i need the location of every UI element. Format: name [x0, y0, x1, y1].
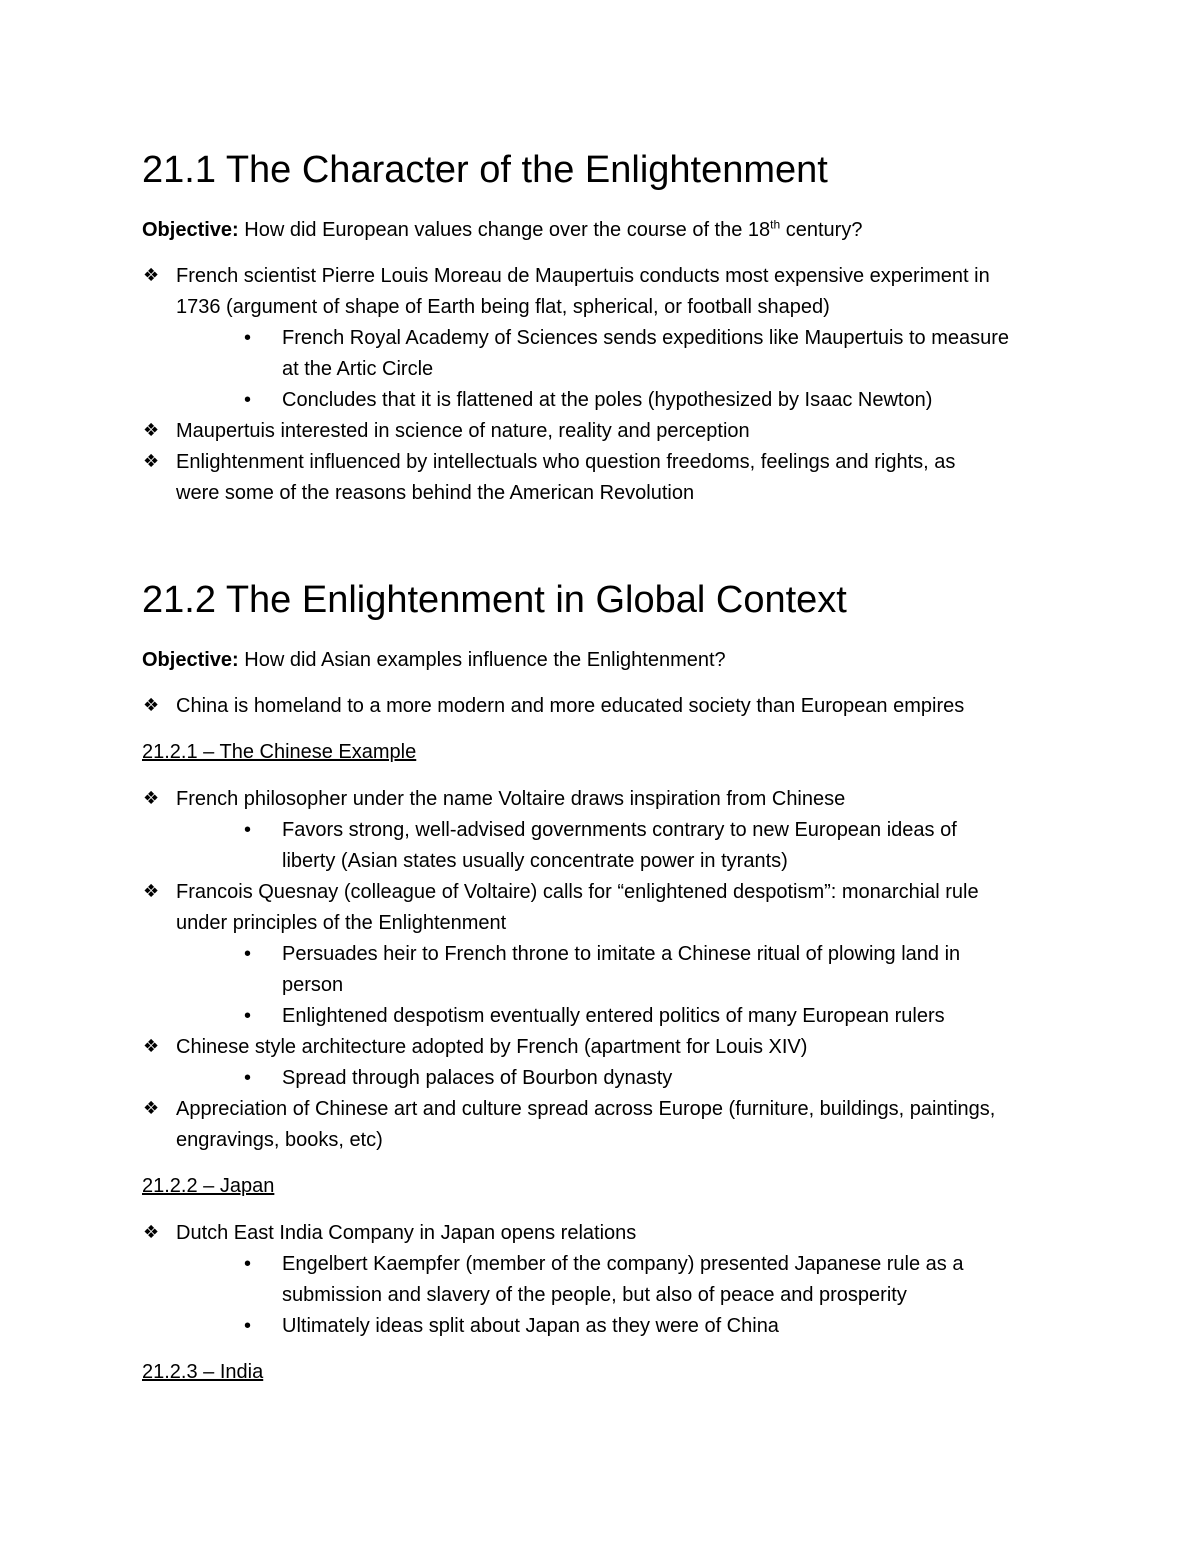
section-title: 21.1 The Character of the Enlightenment [142, 149, 828, 191]
list-item: Concludes that it is flattened at the poles (hypothesized by Isaac Newton) [282, 389, 933, 411]
objective-label: Objective: [142, 219, 239, 241]
list-item: Enlightened despotism eventually entered politics of many European rulers [282, 1005, 945, 1027]
dot-bullet-icon: • [244, 1005, 252, 1027]
list-item: French Royal Academy of Sciences sends expeditions like Maupertuis to measure [282, 327, 1010, 349]
list-item: Spread through palaces of Bourbon dynasty [282, 1067, 673, 1089]
diamond-bullet-icon: ❖ [143, 881, 160, 902]
list-item-continuation: submission and slavery of the people, but also of peace and prosperity [282, 1284, 907, 1306]
list-item: China is homeland to a more modern and more educated society than European empires [176, 695, 965, 717]
diamond-bullet-icon: ❖ [143, 451, 160, 472]
list-item-continuation: were some of the reasons behind the American Revolution [176, 482, 695, 504]
dot-bullet-icon: • [244, 1067, 252, 1089]
list-item: Francois Quesnay (colleague of Voltaire) calls for “enlightened despotism”: monarchial rule [176, 881, 979, 903]
diamond-bullet-icon: ❖ [143, 420, 160, 441]
dot-bullet-icon: • [244, 389, 252, 411]
diamond-bullet-icon: ❖ [143, 1098, 160, 1119]
list-item: Dutch East India Company in Japan opens relations [176, 1222, 637, 1244]
diamond-bullet-icon: ❖ [143, 788, 160, 809]
list-item-continuation: person [282, 974, 344, 996]
subsection-heading: 21.2.1 – The Chinese Example [142, 741, 417, 763]
objective-text: How did European values change over the course of the 18 [244, 219, 771, 241]
objective-line [142, 217, 862, 243]
subsection-heading: 21.2.2 – Japan [142, 1175, 275, 1197]
list-item: Chinese style architecture adopted by French (apartment for Louis XIV) [176, 1036, 808, 1058]
list-item: French scientist Pierre Louis Moreau de Maupertuis conducts most expensive experiment in [176, 265, 990, 287]
objective-text: How did Asian examples influence the Enlightenment? [244, 649, 726, 671]
objective-line [142, 647, 726, 673]
list-item-continuation: engravings, books, etc) [176, 1129, 383, 1151]
dot-bullet-icon: • [244, 1253, 252, 1275]
objective-label: Objective: [142, 649, 239, 671]
diamond-bullet-icon: ❖ [143, 1222, 160, 1243]
list-item: Enlightenment influenced by intellectuals who question freedoms, feelings and rights, as [176, 451, 956, 473]
dot-bullet-icon: • [244, 819, 252, 841]
objective-superscript: th [770, 217, 781, 232]
dot-bullet-icon: • [244, 327, 252, 349]
list-item: French philosopher under the name Voltaire draws inspiration from Chinese [176, 788, 846, 810]
dot-bullet-icon: • [244, 1315, 252, 1337]
list-item: Engelbert Kaempfer (member of the company) presented Japanese rule as a [282, 1253, 964, 1275]
list-item: Persuades heir to French throne to imitate a Chinese ritual of plowing land in [282, 943, 961, 965]
diamond-bullet-icon: ❖ [143, 695, 160, 716]
list-item-continuation: liberty (Asian states usually concentrate power in tyrants) [282, 850, 788, 872]
diamond-bullet-icon: ❖ [143, 1036, 160, 1057]
list-item: Appreciation of Chinese art and culture spread across Europe (furniture, buildings, paintings, [176, 1098, 996, 1120]
list-item-continuation: at the Artic Circle [282, 358, 434, 380]
objective-text-end: century? [780, 219, 863, 241]
list-item-continuation: under principles of the Enlightenment [176, 912, 507, 934]
dot-bullet-icon: • [244, 943, 252, 965]
list-item: Favors strong, well-advised governments contrary to new European ideas of [282, 819, 957, 841]
section-title: 21.2 The Enlightenment in Global Context [142, 579, 847, 621]
list-item: Ultimately ideas split about Japan as they were of China [282, 1315, 779, 1337]
list-item-continuation: 1736 (argument of shape of Earth being flat, spherical, or football shaped) [176, 296, 830, 318]
diamond-bullet-icon: ❖ [143, 265, 160, 286]
list-item: Maupertuis interested in science of nature, reality and perception [176, 420, 750, 442]
subsection-heading: 21.2.3 – India [142, 1361, 264, 1383]
